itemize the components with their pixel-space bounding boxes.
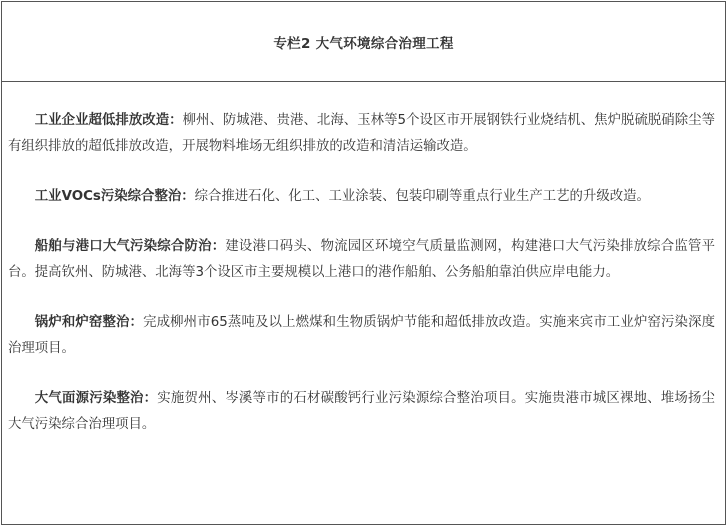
column-content xyxy=(2,82,725,438)
paragraph-heading: 大气面源污染整治： xyxy=(34,391,158,406)
paragraph-text: 建设港口码头、物流园区环境空气质量监测网，构建港口大气污染排放综合监管平台。提高钦州、防城港、北海等3个设区市主要规模以上港口的港作船舶、公务船舶靠泊供应岸电能力。 xyxy=(8,239,716,280)
paragraph-ship-port xyxy=(8,234,715,286)
paragraph-text: 实施贺州、岑溪等市的石材碳酸钙行业污染源综合整治项目。实施贵港市城区裸地、堆场扬尘大气污染综合治理项目。 xyxy=(8,391,716,432)
column-title: 专栏2 大气环境综合治理工程 xyxy=(273,35,454,52)
title-row xyxy=(2,2,725,82)
paragraph-heading: 船舶与港口大气污染综合防治： xyxy=(34,239,226,254)
paragraph-vocs xyxy=(8,184,715,210)
paragraph-boiler-kiln xyxy=(8,310,715,362)
column-box xyxy=(1,1,726,525)
paragraph-text: 综合推进石化、化工、工业涂装、包装印刷等重点行业生产工艺的升级改造。 xyxy=(194,189,650,204)
paragraph-text: 完成柳州市65蒸吨及以上燃煤和生物质锅炉节能和超低排放改造。实施来宾市工业炉窑污染深度治理项目。 xyxy=(8,315,715,356)
paragraph-text: 柳州、防城港、贵港、北海、玉林等5个设区市开展钢铁行业烧结机、焦炉脱硫脱硝除尘等有组织排放的超低排放改造，开展物料堆场无组织排放的改造和清洁运输改造。 xyxy=(8,113,715,154)
paragraph-area-source xyxy=(8,386,715,438)
paragraph-heading: 工业企业超低排放改造： xyxy=(34,113,183,128)
paragraph-heading: 工业VOCs污染综合整治： xyxy=(34,189,195,204)
paragraph-heading: 锅炉和炉窑整治： xyxy=(34,315,144,330)
paragraph-industrial-emission xyxy=(8,108,715,160)
